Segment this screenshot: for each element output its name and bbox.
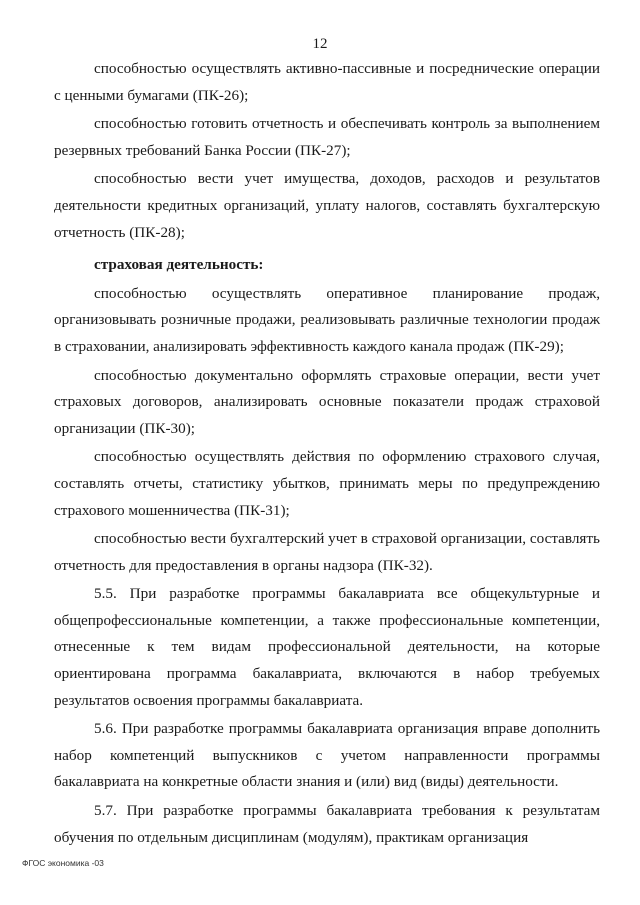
- paragraph-pk32: способностью вести бухгалтерский учет в страховой организации, составлять отчетность для предоставления в органы надзора (ПК-32).: [54, 530, 600, 574]
- document-body: [54, 56, 600, 851]
- page-number: 12: [312, 36, 328, 52]
- paragraph-pk26: способностью осуществлять активно-пассивные и посреднические операции с ценными бумагами (ПК-26);: [54, 60, 600, 104]
- paragraph-pk31: способностью осуществлять действия по оформлению страхового случая, составлять отчеты, статистику убытков, принимать меры по предупреждению страхового мошенничества (ПК-31);: [54, 448, 600, 519]
- paragraph-5-6: 5.6. При разработке программы бакалавриата организация вправе дополнить набор компетенций выпускников с учетом направленности программы бакалавриата на конкретные области знания и (или) вид (виды) деятельности.: [54, 720, 600, 791]
- paragraph-pk28: способностью вести учет имущества, доходов, расходов и результатов деятельности кредитных организаций, уплату налогов, составлять бухгалтерскую отчетность (ПК-28);: [54, 170, 600, 241]
- footer-doc-code: ФГОС экономика -03: [22, 858, 104, 868]
- section-heading-insurance: страховая деятельность:: [94, 256, 264, 274]
- paragraph-pk29: способностью осуществлять оперативное планирование продаж, организовывать розничные продажи, реализовывать различные технологии продаж в страховании, анализировать эффективность каждого канала продаж (ПК-29);: [54, 284, 600, 355]
- paragraph-5-5: 5.5. При разработке программы бакалавриата все общекультурные и общепрофессиональные компетенции, а также профессиональные компетенции, отнесенные к тем видам профессиональной деятельности, на которые ориентирована программа бакалавриата, включаются в набор требуемых результатов освоения программы бакалавриата.: [54, 585, 600, 709]
- paragraph-5-7: 5.7. При разработке программы бакалавриата требования к результатам обучения по отдельным дисциплинам (модулям), практикам организация: [54, 802, 600, 846]
- paragraph-pk30: способностью документально оформлять страховые операции, вести учет страховых договоров, анализировать основные показатели продаж страховой организации (ПК-30);: [54, 366, 600, 437]
- paragraph-pk27: способностью готовить отчетность и обеспечивать контроль за выполнением резервных требований Банка России (ПК-27);: [54, 115, 600, 159]
